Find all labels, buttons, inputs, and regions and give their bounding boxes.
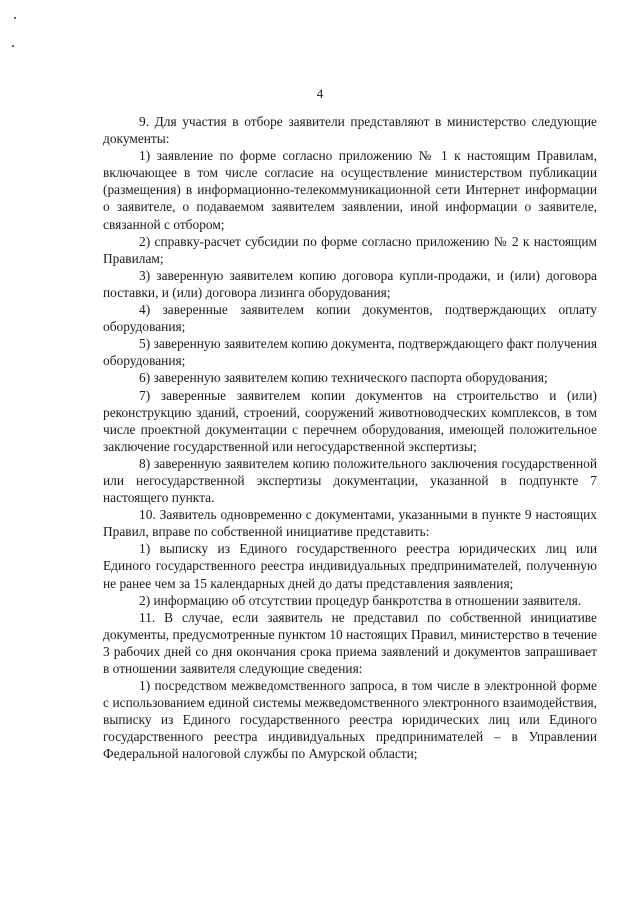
clause-9-item-7: 7) заверенные заявителем копии документов на строительство и (или) реконструкцию зданий, строений, сооружений животноводческих комплексов, в том числе проектной документации с перечнем оборудования, имеющей положительное заключение государственной или негосударственной экспертизы; [103, 387, 597, 454]
scan-speck [12, 45, 14, 47]
clause-9-item-6: 6) заверенную заявителем копию технического паспорта оборудования; [139, 370, 548, 386]
clause-9-intro: 9. Для участия в отборе заявители представляют в министерство следующие документы: [103, 114, 597, 147]
clause-9-item-8: 8) заверенную заявителем копию положительного заключения государственной или негосударственной экспертизы документации, указанной в подпункте 7 настоящего пункта. [103, 455, 597, 506]
document-body [103, 113, 597, 763]
clause-9-item-1: 1) заявление по форме согласно приложению № 1 к настоящим Правилам, включающее в том числе согласие на осуществление министерством публикации (размещения) в информационно-телекоммуникационной сети Интернет информации о заявителе, о подаваемом заявителем заявлении, иной информации о заявителе, связанной с отбором; [103, 148, 597, 232]
clause-10-intro: 10. Заявитель одновременно с документами, указанными в пункте 9 настоящих Правил, вправе по собственной инициативе представить: [103, 507, 597, 540]
clause-11-intro: 11. В случае, если заявитель не представил по собственной инициативе документы, предусмотренные пунктом 10 настоящих Правил, министерство в течение 3 рабочих дней со дня окончания срока приема заявлений и документов запрашивает в отношении заявителя следующие сведения: [103, 609, 597, 676]
clause-10-item-1: 1) выписку из Единого государственного реестра юридических лиц или Единого государственного реестра индивидуальных предпринимателей, полученную не ранее чем за 15 календарных дней до даты представления заявления; [103, 541, 597, 591]
clause-9-item-4: 4) заверенные заявителем копии документов, подтверждающих оплату оборудования; [103, 302, 597, 335]
clause-9-item-5: 5) заверенную заявителем копию документа, подтверждающего факт получения оборудования; [103, 336, 597, 369]
clause-9-item-2: 2) справку-расчет субсидии по форме согласно приложению № 2 к настоящим Правилам; [103, 233, 597, 266]
clause-9-item-3: 3) заверенную заявителем копию договора купли-продажи, и (или) договора поставки, и (или) договора лизинга оборудования; [103, 267, 597, 300]
clause-10-item-2: 2) информацию об отсутствии процедур банкротства в отношении заявителя. [139, 592, 582, 608]
scan-speck [14, 17, 16, 19]
page-number: 4 [316, 86, 324, 101]
clause-11-item-1: 1) посредством межведомственного запроса, в том числе в электронной форме с использованием единой системы межведомственного электронного взаимодействия, выписку из Единого государственного реестра юридических лиц или Единого государственного реестра индивидуальных предпринимателей – в Управлении Федеральной налоговой службы по Амурской области; [103, 678, 597, 762]
